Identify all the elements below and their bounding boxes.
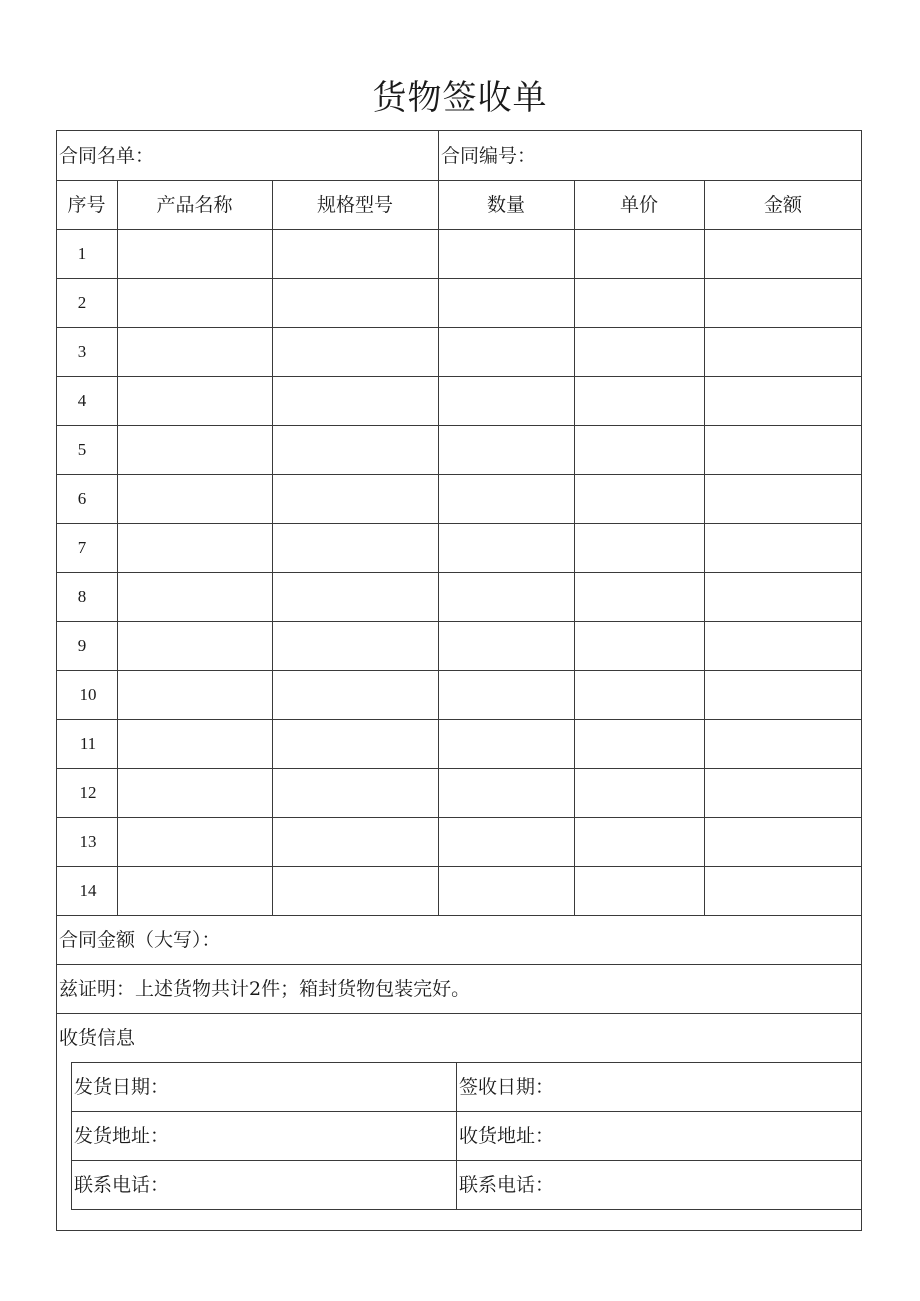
row-number: 1	[77, 244, 87, 263]
column-header-unit-price: 单价	[619, 194, 658, 216]
column-divider	[438, 180, 439, 915]
row-divider	[56, 523, 862, 524]
document-title: 货物签收单	[372, 78, 548, 118]
column-divider	[438, 130, 439, 180]
info-row-divider	[71, 1209, 862, 1210]
row-divider	[56, 1013, 862, 1014]
row-number: 6	[77, 489, 87, 508]
certification-statement: 兹证明：上述货物共计2件；箱封货物包装完好。	[59, 978, 471, 1000]
receive-address-label: 收货地址：	[459, 1125, 555, 1147]
column-divider	[704, 180, 705, 915]
column-divider	[272, 180, 273, 915]
info-column-divider	[456, 1062, 457, 1209]
row-divider	[56, 866, 862, 867]
row-number: 4	[77, 391, 87, 410]
row-number: 10	[79, 685, 97, 704]
info-row-divider	[71, 1160, 862, 1161]
row-number: 8	[77, 587, 87, 606]
sender-phone-label: 联系电话：	[74, 1174, 170, 1196]
row-number: 2	[77, 293, 87, 312]
row-number: 11	[79, 734, 97, 753]
info-column-divider	[71, 1062, 72, 1209]
receiver-phone-label: 联系电话：	[459, 1174, 555, 1196]
ship-address-label: 发货地址：	[74, 1125, 170, 1147]
column-header-quantity: 数量	[486, 194, 525, 216]
row-divider	[56, 964, 862, 965]
contract-number-label: 合同编号：	[441, 145, 537, 167]
row-divider	[56, 327, 862, 328]
info-row-divider	[71, 1062, 862, 1063]
column-header-product-name: 产品名称	[156, 194, 233, 216]
column-header-serial: 序号	[67, 194, 106, 216]
row-divider	[56, 425, 862, 426]
row-divider	[56, 670, 862, 671]
row-number: 9	[77, 636, 87, 655]
row-divider	[56, 817, 862, 818]
row-number: 13	[79, 832, 97, 851]
row-divider	[56, 621, 862, 622]
row-divider	[56, 915, 862, 916]
row-divider	[56, 278, 862, 279]
row-number: 12	[79, 783, 97, 802]
row-divider	[56, 572, 862, 573]
row-divider	[56, 229, 862, 230]
row-number: 3	[77, 342, 87, 361]
row-divider	[56, 474, 862, 475]
receipt-form	[56, 130, 862, 1231]
ship-date-label: 发货日期：	[74, 1076, 170, 1098]
row-number: 7	[77, 538, 87, 557]
row-divider	[56, 768, 862, 769]
receipt-info-heading: 收货信息	[59, 1027, 136, 1049]
row-number: 14	[79, 881, 97, 900]
column-divider	[574, 180, 575, 915]
row-divider	[56, 719, 862, 720]
column-header-amount: 金额	[763, 194, 802, 216]
row-divider	[56, 180, 862, 181]
contract-amount-label: 合同金额（大写）：	[59, 929, 221, 951]
sign-date-label: 签收日期：	[459, 1076, 555, 1098]
row-divider	[56, 376, 862, 377]
info-row-divider	[71, 1111, 862, 1112]
contract-name-label: 合同名单：	[59, 145, 155, 167]
column-header-specification: 规格型号	[316, 194, 393, 216]
row-number: 5	[77, 440, 87, 459]
